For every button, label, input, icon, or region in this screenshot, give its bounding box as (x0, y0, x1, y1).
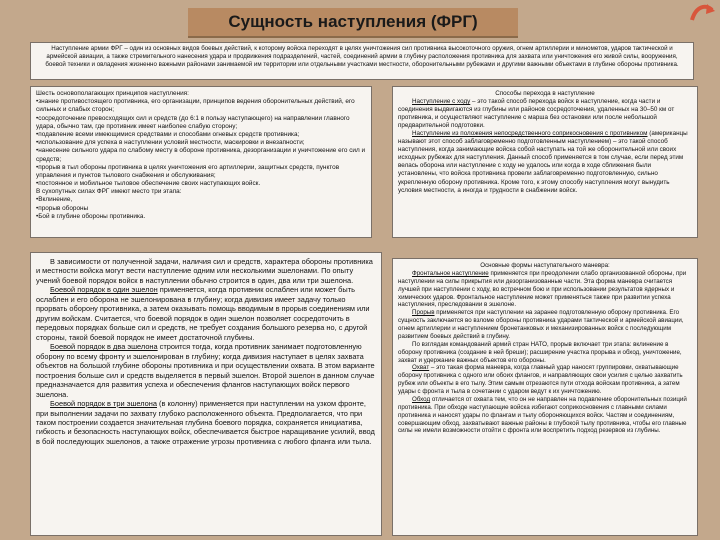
principle-item: •прорыв в тыл обороны противника в целях уничтожения его артиллерии, защитных средств, пунктов управления и пунктов тылового снабжения и обслуживания; (36, 163, 340, 179)
maneuvers-box (392, 258, 698, 536)
principle-item: •знание противостоящего противника, его организации, принципов ведения оборонительных действий, его сильных и слабых сторон; (36, 98, 355, 114)
formation-text: (в колонну) применяется при наступлении на узком фронте, при выполнении задачи по захвату глубоко расположенного объекта. Предполагается, что при таком построении создается значительная глубина боевого порядка, сохраняется инициатива, гибкость и безопасность наступающих войск, обеспечивается быстрое наращивание усилий, ввод в бой последующих эшелонов, а также отражение угрозы противника с любого фланга или тыла. (36, 399, 375, 446)
method-text: (американцы называют этот способ заблаговременно подготовленным наступлением) – это такой способ наступления, когда занимающие войска собой наступать на той же оборонительной или своих исходных рубежах для наступления. Данный способ применяется в том случае, если перед этим велась оборона или наступление с ходу не удалось или когда в ходе сближения были установлены, что войска противника провели заблаговременно подготовленную, сильно укрепленную оборону противника. Кроме того, к этому способу наступления могут вынудить условия местности, а иногда и трудности в снабжении войск. (398, 130, 688, 194)
maneuver-text: – это такая форма маневра, когда главный удар наносят группировки, охватывающие оборону противника с одного или обоих флангов, и направляющих свои усилия с целью захватить рубеж или объекты в его тылу. Этим самым отрезаются пути отхода войскам противника, а затем удары с фронта и тыла в сочетании с ударом ведут к их уничтожению. (398, 364, 683, 395)
formation-paragraph (36, 342, 376, 399)
principle-item: •использование для успеха в наступлении условий местности, маскировки и внезапности; (36, 139, 305, 147)
maneuver-paragraph: По взглядам командований армий стран НАТО, прорыв включает три этапа: вклинение в оборону противника (создание в ней бреши); расширение участка прорыва и обход, уничтожение, захват и удержание важных объектов его обороны. (398, 340, 682, 364)
formation-term: Боевой порядок в три эшелона (50, 399, 157, 409)
formation-box (30, 252, 382, 536)
stage-item: •прорыв обороны (36, 204, 89, 212)
maneuver-term: Охват (412, 364, 430, 372)
formation-paragraph (36, 399, 376, 446)
formation-paragraph (36, 285, 376, 342)
method-term: Наступление из положения непосредственного соприкосновения с противником (412, 130, 648, 138)
maneuver-term: Прорыв (412, 309, 435, 317)
principle-item: •подавление всеми имеющимися средствами и способами огневых средств противника; (36, 130, 300, 138)
curved-arrow-icon[interactable] (690, 2, 716, 24)
maneuver-text: отличается от охвата тем, что он не направлен на подавление оборонительных позиций противника. При обходе наступающие войска избегают соприкосновения с главными силами противника и наносят удары по флангам и тылу обороняющихся войск. Частям и соединениям, совершающим обход, захватывают важные районы в глубокой тылу противника, чтобы его главные силы не имели возможности отойти с фронта или воспретить подход резервов из глубины. (398, 395, 687, 435)
formation-term: Боевой порядок в два эшелона (50, 342, 158, 352)
maneuver-text: применяется при преодолении слабо организованной обороны, при наступлении на силы прикрытия или дезорганизованные части. Эта форма маневра считается лучшей при наступлении с ходу, во встречном бою и при использовании результатов ядерных и химических ударов. Фронтальное наступление может применяться также при развитии успеха наступления, преследовании в эшелоне. (398, 269, 687, 309)
formation-term: Боевой порядок в один эшелон (50, 285, 158, 295)
method-term: Наступление с ходу (412, 98, 471, 106)
formation-paragraph: В зависимости от полученной задачи, наличия сил и средств, характера обороны противника и местности войска могут вести наступление одним или несколькими эшелонами. По опыту учений боевой порядок войск в наступлении обычно строится в один, два или три эшелона. (36, 257, 373, 285)
page-title: Сущность наступления (ФРГ) (188, 8, 518, 38)
stage-item: •Бой в глубине обороны противника. (36, 212, 146, 220)
stages-heading: В сухопутных силах ФРГ имеют место три этапа: (36, 188, 182, 196)
maneuver-paragraph (398, 309, 692, 341)
maneuver-paragraph (398, 396, 692, 435)
maneuver-paragraph (398, 364, 692, 396)
maneuver-paragraph (398, 270, 692, 309)
formation-text: применяется, когда противник ослаблен или может быть ослаблен и его оборона не эшелонирована в глубину; когда дивизия имеет задачу только прорвать оборону противника, а затем оказывать помощь вводимым в прорыв соединениям или другим войскам. Считается, что боевой порядок в один эшелон позволяет сосредоточить в передовых порядках больше сил и средств, не требует создания большого резерва но, с другой стороны, такой боевой порядок не имеет достаточной глубины. (36, 285, 370, 342)
intro-box (30, 42, 694, 80)
principles-box (30, 86, 372, 238)
maneuvers-heading: Основные формы наступательного маневра: (480, 262, 610, 269)
principle-item: •нанесение сильного удара по слабому месту в обороне противника, дезорганизации и уничтожение его сил и средств; (36, 147, 366, 163)
methods-heading: Способы перехода в наступление (495, 90, 595, 97)
principle-item: •постоянное и мобильное тыловое обеспечение своих наступающих войск. (36, 180, 261, 188)
method-paragraph (398, 98, 692, 130)
formation-text: строится тогда, когда противник занимает подготовленную оборону по всему фронту и эшелонирован в глубину; когда дивизия наступает в целях захвата объектов на большой глубине обороны противника и при осуществлении охвата. В этом варианте построения больше сил и средств выделяется в первый эшелон. Второй эшелон в данном случае предназначается для развития успеха и обеспечения флангов наступающих войск первого эшелона. (36, 342, 375, 399)
maneuver-term: Обход (412, 395, 431, 403)
methods-box (392, 86, 698, 238)
method-text: – это такой способ перехода войск в наступление, когда части и соединения выдвигаются из глубины или районов сосредоточения, удаленных на 30–50 км от противника, и осуществляют наступление с марша без остановки или после небольшой предварительной подготовки. (398, 98, 675, 130)
principle-item: •сосредоточение превосходящих сил и средств (до 6:1 в пользу наступающего) на направлении главного удара, обычно там, где противник имеет наиболее слабую сторону; (36, 114, 350, 130)
intro-text: Наступление армии ФРГ – один из основных видов боевых действий, к которому войска переходят в целях уничтожения сил противника высокоточного оружия, огнем артиллерии и минометов, ударов тактической и армейской авиации, а также стремительного нанесения удара и продвижения подразделений, частей, соединений армии в глубину расположения противника для захвата или уничтожения его живой силы, вооружения, боевой техники и овладения жизненно важными районами занимаемой им территории или отдельными участками местности, оборонительными рубежами и другими важными объектами в глубине обороны противника. (45, 45, 679, 68)
principles-heading: Шесть основополагающих принципов наступления: (36, 90, 189, 97)
stage-item: •Вклинение, (36, 196, 73, 204)
maneuver-term: Фронтальное наступление (412, 269, 489, 277)
method-paragraph (398, 130, 692, 194)
maneuver-text: применяется при наступлении на заранее подготовленную оборону противника. Его сущность заключается во взломе обороны противника ударами тактической и армейской авиации, огнем артиллерии и наступлением бронетанковых и механизированных войск с последующим развитием боевых действий в глубину. (398, 309, 684, 340)
